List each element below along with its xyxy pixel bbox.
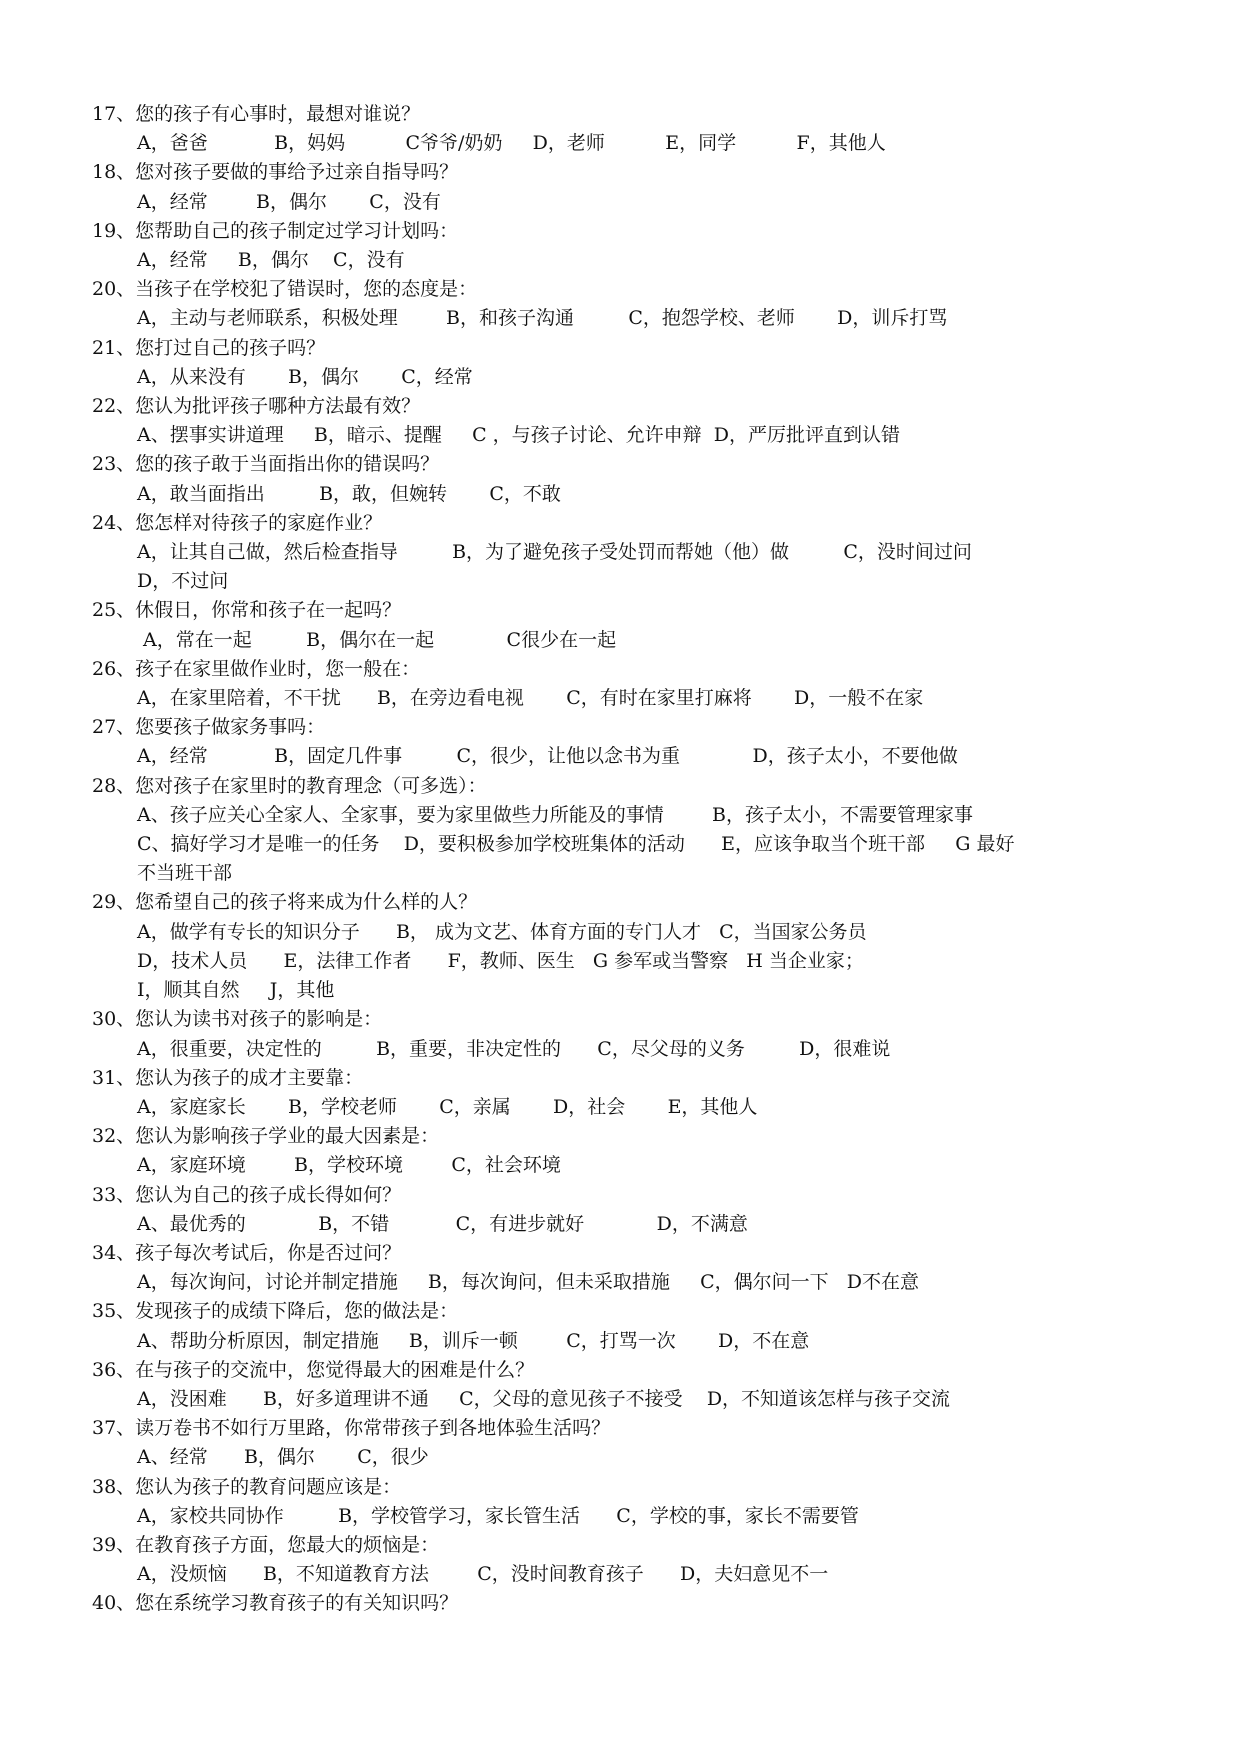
question-text: 24、您怎样对待孩子的家庭作业？ — [92, 511, 383, 534]
question-text: 31、您认为孩子的成才主要靠： — [92, 1066, 364, 1089]
question-options: A，经常 B，偶尔 C，没有 — [137, 249, 405, 272]
question-options: 不当班干部 — [137, 862, 233, 885]
question-text: 19、您帮助自己的孩子制定过学习计划吗： — [92, 219, 459, 242]
question-options: A，主动与老师联系，积极处理 B，和孩子沟通 C，抱怨学校、老师 D，训斥打骂 — [137, 307, 948, 330]
question-text: 18、您对孩子要做的事给予过亲自指导吗？ — [92, 161, 459, 184]
question-text: 36、在与孩子的交流中，您觉得最大的困难是什么？ — [92, 1358, 535, 1381]
question-text: 26、孩子在家里做作业时，您一般在： — [92, 657, 421, 680]
question-text: 32、您认为影响孩子学业的最大因素是： — [92, 1125, 440, 1148]
question-options: A，常在一起 B，偶尔在一起 C很少在一起 — [137, 628, 617, 651]
question-options: A，没困难 B，好多道理讲不通 C，父母的意见孩子不接受 D，不知道该怎样与孩子交流 — [137, 1387, 951, 1410]
question-text: 35、发现孩子的成绩下降后，您的做法是： — [92, 1300, 459, 1323]
question-options: C、搞好学习才是唯一的任务 D，要积极参加学校班集体的活动 E，应该争取当个班干部 G 最好 — [137, 833, 1015, 856]
question-options: A，经常 B，偶尔 C，没有 — [137, 190, 441, 213]
question-options: A、帮助分析原因，制定措施 B，训斥一顿 C，打骂一次 D，不在意 — [137, 1329, 810, 1352]
question-text: 33、您认为自己的孩子成长得如何？ — [92, 1183, 402, 1206]
question-options: A，家校共同协作 B，学校管学习，家长管生活 C，学校的事，家长不需要管 — [137, 1504, 859, 1527]
question-text: 20、当孩子在学校犯了错误时，您的态度是： — [92, 278, 478, 301]
question-options: A、孩子应关心全家人、全家事，要为家里做些力所能及的事情 B，孩子太小，不需要管理家事 — [137, 803, 974, 826]
question-text: 34、孩子每次考试后，你是否过问？ — [92, 1241, 402, 1264]
question-text: 39、在教育孩子方面，您最大的烦恼是： — [92, 1533, 440, 1556]
question-text: 22、您认为批评孩子哪种方法最有效？ — [92, 395, 421, 418]
question-options: A，没烦恼 B，不知道教育方法 C，没时间教育孩子 D，夫妇意见不一 — [137, 1563, 829, 1586]
question-text: 27、您要孩子做家务事吗： — [92, 716, 326, 739]
question-text: 25、休假日，你常和孩子在一起吗？ — [92, 599, 402, 622]
question-text: 29、您希望自己的孩子将来成为什么样的人？ — [92, 891, 478, 914]
question-options: D，技术人员 E，法律工作者 F，教师、医生 G 参军或当警察 H 当企业家； — [137, 949, 864, 972]
question-options: A，家庭环境 B，学校环境 C，社会环境 — [137, 1154, 561, 1177]
question-options: A，从来没有 B，偶尔 C，经常 — [137, 365, 473, 388]
question-options: A、经常 B，偶尔 C，很少 — [137, 1446, 429, 1469]
question-options: A、摆事实讲道理 B，暗示、提醒 C ，与孩子讨论、允许申辩 D，严厉批评直到认错 — [137, 424, 900, 447]
question-options: A，爸爸 B，妈妈 C爷爷/奶奶 D，老师 E，同学 F，其他人 — [137, 132, 886, 155]
question-text: 28、您对孩子在家里时的教育理念（可多选）： — [92, 774, 487, 797]
question-options: A，让其自己做，然后检查指导 B，为了避免孩子受处罚而帮她（他）做 C，没时间过问 — [137, 541, 972, 564]
question-text: 40、您在系统学习教育孩子的有关知识吗？ — [92, 1592, 459, 1615]
questionnaire — [92, 100, 1182, 1619]
question-options: A，家庭家长 B，学校老师 C，亲属 D，社会 E，其他人 — [137, 1095, 758, 1118]
question-text: 21、您打过自己的孩子吗？ — [92, 336, 326, 359]
question-options: A，做学有专长的知识分子 B， 成为文艺、体育方面的专门人才 C，当国家公务员 — [137, 920, 867, 943]
question-options: A，每次询问，讨论并制定措施 B，每次询问，但未采取措施 C，偶尔问一下 D不在意 — [137, 1271, 919, 1294]
question-text: 37、读万卷书不如行万里路，你常带孩子到各地体验生活吗？ — [92, 1417, 611, 1440]
question-options: A，很重要，决定性的 B，重要，非决定性的 C，尽父母的义务 D，很难说 — [137, 1037, 891, 1060]
question-text: 38、您认为孩子的教育问题应该是： — [92, 1475, 402, 1498]
question-options: I，顺其自然 J，其他 — [137, 979, 335, 1002]
question-text: 23、您的孩子敢于当面指出你的错误吗？ — [92, 453, 440, 476]
question-options: D，不过问 — [137, 570, 229, 593]
question-options: A，敢当面指出 B，敢，但婉转 C，不敢 — [137, 482, 561, 505]
question-options: A、最优秀的 B，不错 C，有进步就好 D，不满意 — [137, 1212, 748, 1235]
question-options: A，在家里陪着，不干扰 B，在旁边看电视 C，有时在家里打麻将 D，一般不在家 — [137, 687, 924, 710]
question-options: A，经常 B，固定几件事 C，很少，让他以念书为重 D，孩子太小，不要他做 — [137, 745, 958, 768]
question-text: 30、您认为读书对孩子的影响是： — [92, 1008, 383, 1031]
question-text: 17、您的孩子有心事时，最想对谁说？ — [92, 103, 421, 125]
